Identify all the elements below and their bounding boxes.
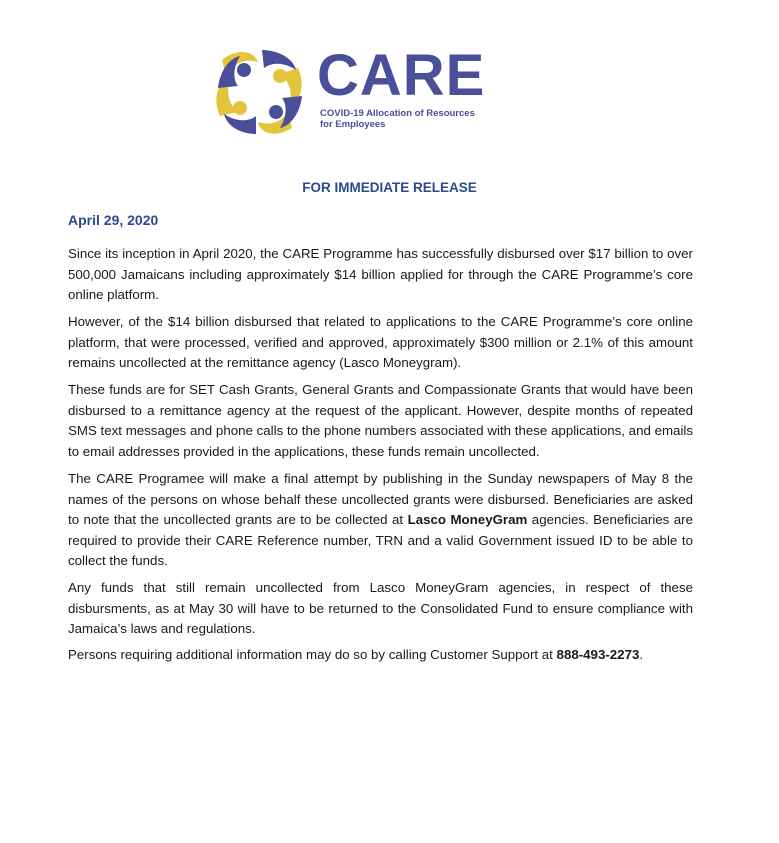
paragraph-4-text-a: The CARE Programee will make a final attempt by publishing in the Sunday newspapers of May 8 the names of the persons on whose behalf these uncollected grants were disbursed. Beneficiaries are asked to note that the uncollected grants are to be collected at [68,471,693,527]
paragraph-6 [68,645,693,666]
logo-wordmark: CARE [317,43,486,108]
paragraph-4 [68,469,693,572]
lasco-moneygram-emphasis: Lasco MoneyGram [407,512,528,527]
paragraph-6-text-b: . [639,647,644,662]
paragraph-6-text-a: Persons requiring additional information may do so by calling Customer Support at [68,647,557,662]
release-date: April 29, 2020 [68,212,159,228]
paragraph-5: Any funds that still remain uncollected from Lasco MoneyGram agencies, in respect of these disbursments, as at May 30 will have to be returned to the Consolidated Fund to ensure compliance with Jamaica’s laws and regulations. [68,580,693,636]
release-heading: FOR IMMEDIATE RELEASE [302,180,477,195]
paragraph-4-text-b: agencies. Beneficiaries are required to provide their CARE Reference number, TRN and a valid Government issued ID to be able to collect the funds. [68,512,693,568]
logo-subtitle [320,108,510,130]
people-circle-logo-icon [214,46,306,138]
logo-subtitle-line2: for Employees [320,119,386,130]
paragraph-1: Since its inception in April 2020, the CARE Programme has successfully disbursed over $17 billion to over 500,000 Jamaicans including approximately $14 billion applied for through the CARE Programme’s core online platform. [68,246,693,302]
care-logo [214,43,504,138]
logo-subtitle-line1: COVID-19 Allocation of Resources [320,108,475,119]
paragraph-2: However, of the $14 billion disbursed that related to applications to the CARE Programme’s core online platform, that were processed, verified and approved, approximately $300 million or 2.1% of this amount remains uncollected at the remittance agency (Lasco Moneygram). [68,314,693,370]
paragraph-3: These funds are for SET Cash Grants, General Grants and Compassionate Grants that would have been disbursed to a remittance agency at the request of the applicant. However, despite months of repeated SMS text messages and phone calls to the phone numbers associated with these applications, and emails to email addresses provided in the applications, these funds remain uncollected. [68,382,693,459]
customer-support-phone: 888-493-2273 [556,647,640,662]
